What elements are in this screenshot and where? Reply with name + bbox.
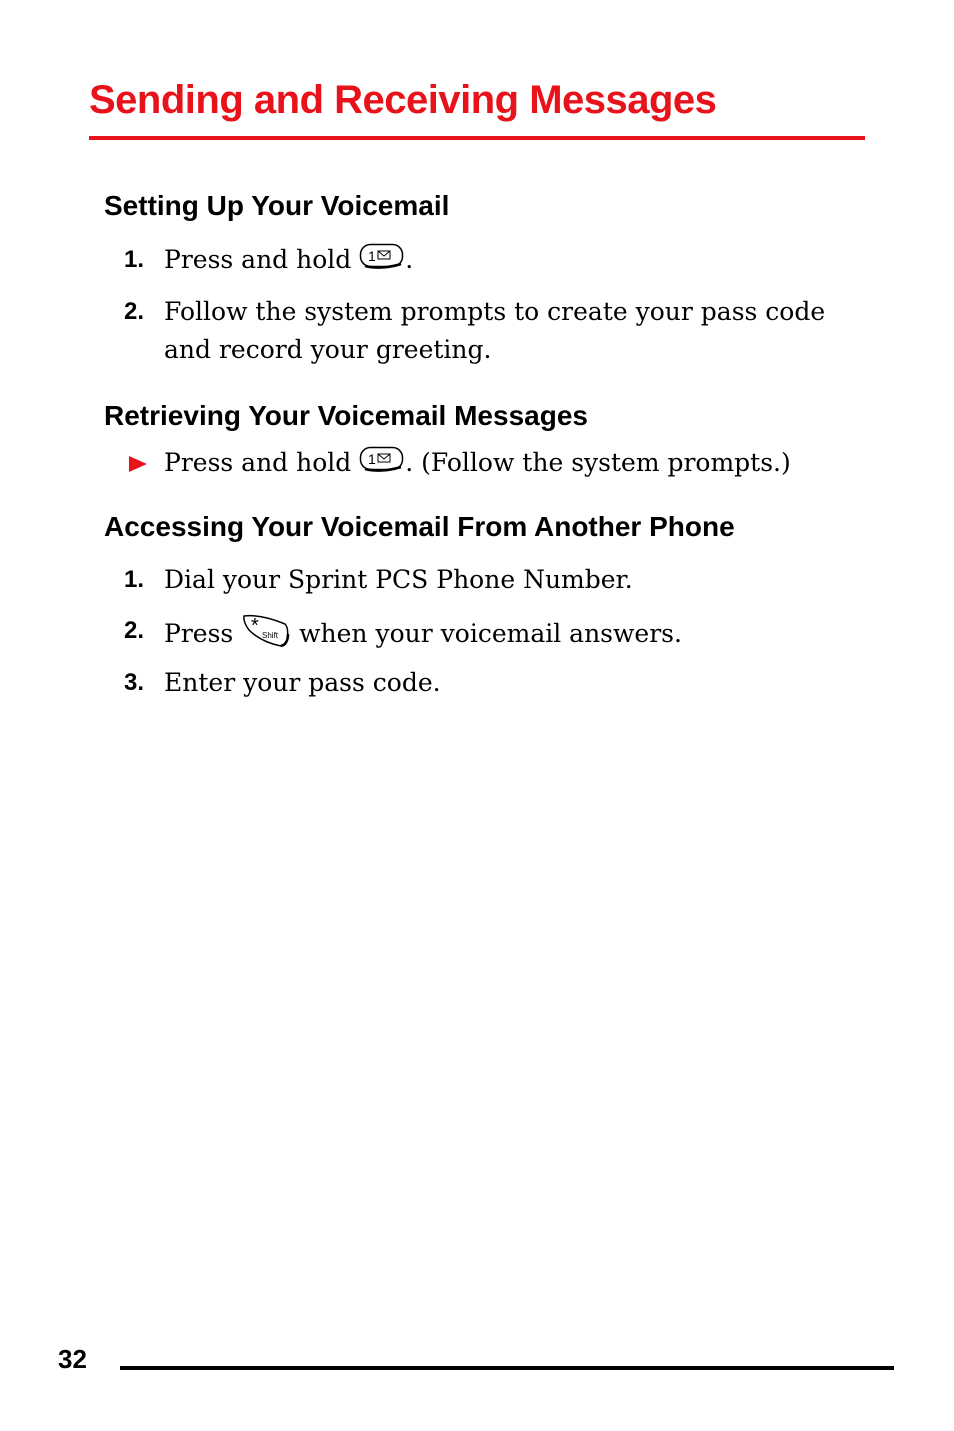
step-access-2 — [104, 612, 844, 659]
step-text-after: . — [405, 245, 414, 274]
svg-text:Shift: Shift — [262, 631, 279, 640]
step-text-after: . (Follow the system prompts.) — [405, 448, 791, 477]
step-setup-2 — [104, 293, 844, 369]
step-number: 1. — [124, 246, 145, 273]
step-text: Dial your Sprint PCS Phone Number. — [164, 565, 633, 594]
section-heading-setup: Setting Up Your Voicemail — [104, 190, 450, 221]
star-shift-key-icon — [241, 612, 291, 659]
step-text: Press and hold — [164, 448, 352, 477]
step-number: 1. — [124, 566, 145, 593]
section-heading-access: Accessing Your Voicemail From Another Phone — [104, 511, 735, 542]
step-text-after: when your voicemail answers. — [299, 619, 682, 648]
svg-text:*: * — [251, 615, 259, 637]
svg-text:1: 1 — [368, 451, 377, 467]
step-access-3 — [104, 664, 844, 702]
page-title: Sending and Receiving Messages — [89, 78, 717, 122]
step-text: Press — [164, 619, 234, 648]
section-heading-retrieve: Retrieving Your Voicemail Messages — [104, 400, 588, 431]
bullet-retrieve — [104, 444, 844, 484]
title-rule — [89, 136, 865, 140]
svg-text:1: 1 — [368, 248, 377, 264]
step-setup-1 — [104, 241, 844, 281]
bullet-arrow-icon — [129, 456, 147, 472]
step-number: 2. — [124, 617, 145, 644]
step-text: Press and hold — [164, 245, 352, 274]
step-number: 3. — [124, 669, 145, 696]
step-access-1 — [104, 561, 844, 599]
step-number: 2. — [124, 298, 145, 325]
page-number: 32 — [58, 1344, 87, 1374]
step-text: Enter your pass code. — [164, 668, 441, 697]
footer-rule — [120, 1366, 894, 1370]
step-text: Follow the system prompts to create your pass code and record your greeting. — [164, 297, 826, 364]
voicemail-key-icon — [359, 445, 405, 484]
voicemail-key-icon — [359, 242, 405, 281]
